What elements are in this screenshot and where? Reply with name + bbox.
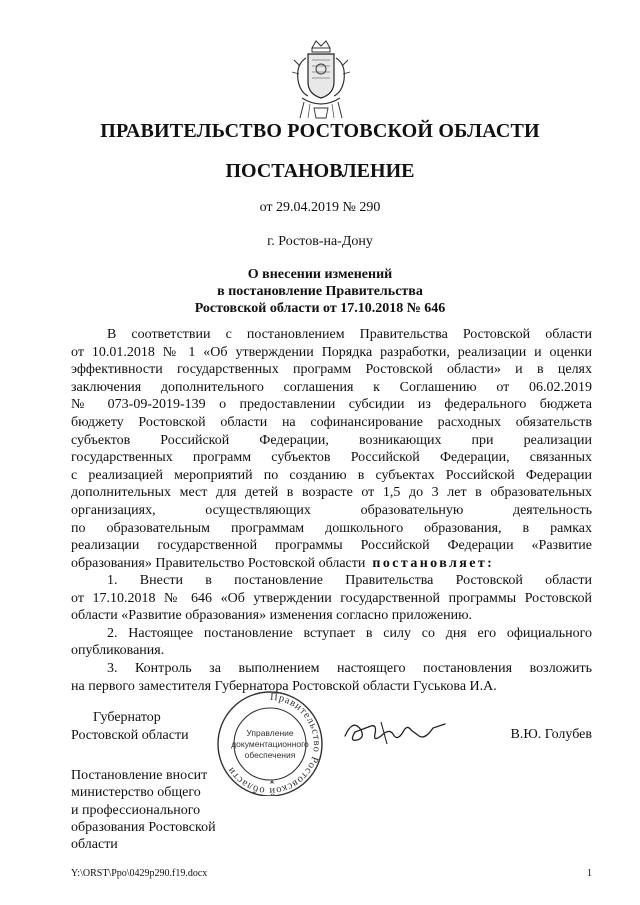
stamp-center-line: Управление [246,728,294,738]
author-note-line: Постановление вносит [71,768,208,783]
decree-word: постановляет: [372,555,495,571]
preamble-line: эффективности государственных программ Ростовской области» и в целях [71,362,592,378]
preamble-line: по образовательным программам дошкольного образования, в рамках [71,520,592,536]
decree-point-line: 2. Настоящее постановление вступает в силу со дня его официального [107,625,592,641]
decree-point-line: опубликования. [71,643,165,659]
footer-page-number: 1 [587,868,592,879]
subject-line: Ростовской области от 17.10.2018 № 646 [194,301,446,316]
preamble-line: № 073-09-2019-139 о предоставлении субсидии из федерального бюджета [71,397,592,413]
official-stamp [206,688,334,796]
author-note-line: образования Ростовской [71,819,216,835]
document-subject [0,266,640,317]
footer-file-path: Y:\ORST\Ppo\0429p290.f19.docx [71,868,208,879]
preamble-line: субъектов Российской Федерации, возникающих при реализации [71,432,592,448]
subject-line: в постановление Правительства [217,284,423,299]
preamble-line: дополнительных мест для детей в возрасте от 1,5 до 3 лет в образовательных [71,485,592,501]
preamble-last-text: образования» Правительство Ростовской области [71,555,366,571]
signer-name: В.Ю. Голубев [510,727,592,742]
preamble-line: заключения дополнительного соглашения к Соглашению от 06.02.2019 [71,379,592,395]
preamble-line: с реализацией мероприятий по созданию в субъектах Российской Федерации [71,467,592,483]
stamp-star-icon [270,780,274,784]
preamble-paragraph [71,326,592,572]
preamble-line: организациях, осуществляющих образовательную деятельность [71,502,592,518]
decree-points [71,572,592,695]
subject-line: О внесении изменений [247,267,393,282]
signer-position-line1: Губернатор [93,710,161,725]
preamble-last-line [71,555,592,573]
decree-point-line: от 17.10.2018 № 646 «Об утверждении государственной программы Ростовской [71,590,592,606]
decree-point-line: 1. Внести в постановление Правительства Ростовской области [107,573,592,588]
preamble-line: от 10.01.2018 № 1 «Об утверждении Порядка разработки, реализации и оценки [71,344,592,360]
decree-point-line: на первого заместителя Губернатора Ростовской области Гуськова И.А. [71,678,497,694]
preamble-line: бюджету Ростовской области на софинансирование расходных обязательств [71,414,592,430]
handwritten-signature [341,714,451,748]
decree-point-line: 3. Контроль за выполнением настоящего постановления возложить [107,660,592,676]
document-type: ПОСТАНОВЛЕНИЕ [225,160,415,182]
author-note-line: области [71,837,118,853]
document-place: г. Ростов-на-Дону [267,234,373,249]
stamp-center-line: документационного [231,739,309,749]
stamp-center-line: обеспечения [244,750,296,760]
stamp-ring-text: Правительство Ростовской области [225,691,322,796]
document-number-date: от 29.04.2019 № 290 [259,200,381,215]
government-title: ПРАВИТЕЛЬСТВО РОСТОВСКОЙ ОБЛАСТИ [100,120,540,142]
decree-point-line: области «Развитие образования» изменения согласно приложению. [71,608,473,624]
preamble-line: государственных программ субъектов Российской Федерации, связанных [71,450,592,466]
author-note-line: министерство общего [71,785,201,801]
author-note-line: и профессионального [71,802,201,818]
preamble-line: В соответствии с постановлением Правительства Ростовской области [107,327,592,342]
signer-position-line2: Ростовской области [71,728,189,743]
author-note [71,767,221,853]
preamble-line: реализации государственной программы Российской Федерации «Развитие [71,538,592,554]
coat-of-arms-emblem [288,38,354,122]
